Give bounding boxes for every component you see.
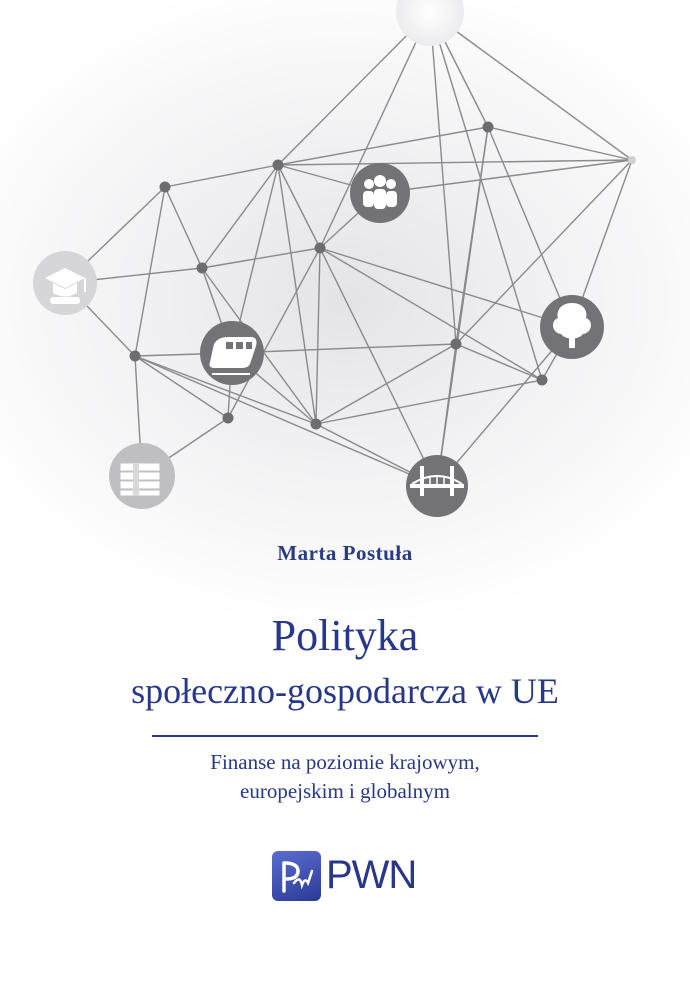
network-edge xyxy=(165,165,278,187)
network-edge xyxy=(316,344,456,424)
network-node xyxy=(223,413,234,424)
network-edge xyxy=(135,356,437,486)
network-node xyxy=(451,339,462,350)
people-icon xyxy=(350,163,410,223)
book-title-line-1: Polityka xyxy=(271,611,419,660)
author-name: Marta Postuła xyxy=(277,541,413,565)
network-edge xyxy=(430,12,632,160)
train-icon xyxy=(200,321,264,385)
banknotes-icon xyxy=(109,443,175,509)
network-edge xyxy=(456,344,542,380)
subtitle-line-2: europejskim i globalnym xyxy=(240,779,450,803)
network-edge xyxy=(165,187,202,268)
network-edge xyxy=(202,165,278,268)
network-edge xyxy=(316,248,320,424)
network-node xyxy=(311,419,322,430)
subtitle-line-1: Finanse na poziomie krajowym, xyxy=(210,750,480,774)
network-edge xyxy=(320,248,572,327)
network-node xyxy=(197,263,208,274)
graduation-cap-icon xyxy=(33,251,97,315)
network-node xyxy=(315,243,326,254)
network-node xyxy=(628,156,636,164)
top-faded-node xyxy=(396,0,464,46)
network-node xyxy=(483,122,494,133)
network-edge xyxy=(320,248,437,486)
network-edge xyxy=(430,12,456,344)
network-node xyxy=(130,351,141,362)
pwn-logo-icon xyxy=(272,851,321,901)
title-divider xyxy=(152,735,538,737)
tree-icon xyxy=(540,295,604,359)
network-edge xyxy=(278,160,632,165)
book-title-line-2: społeczno-gospodarcza w UE xyxy=(131,671,559,711)
network-edges xyxy=(65,12,632,486)
network-edge xyxy=(430,12,542,380)
network-node xyxy=(160,182,171,193)
network-node xyxy=(537,375,548,386)
network-node xyxy=(273,160,284,171)
network-edge xyxy=(380,160,632,193)
bridge-icon xyxy=(406,455,468,517)
publisher-name: PWN xyxy=(326,853,417,897)
network-edge xyxy=(320,248,542,380)
network-edge xyxy=(202,248,320,268)
